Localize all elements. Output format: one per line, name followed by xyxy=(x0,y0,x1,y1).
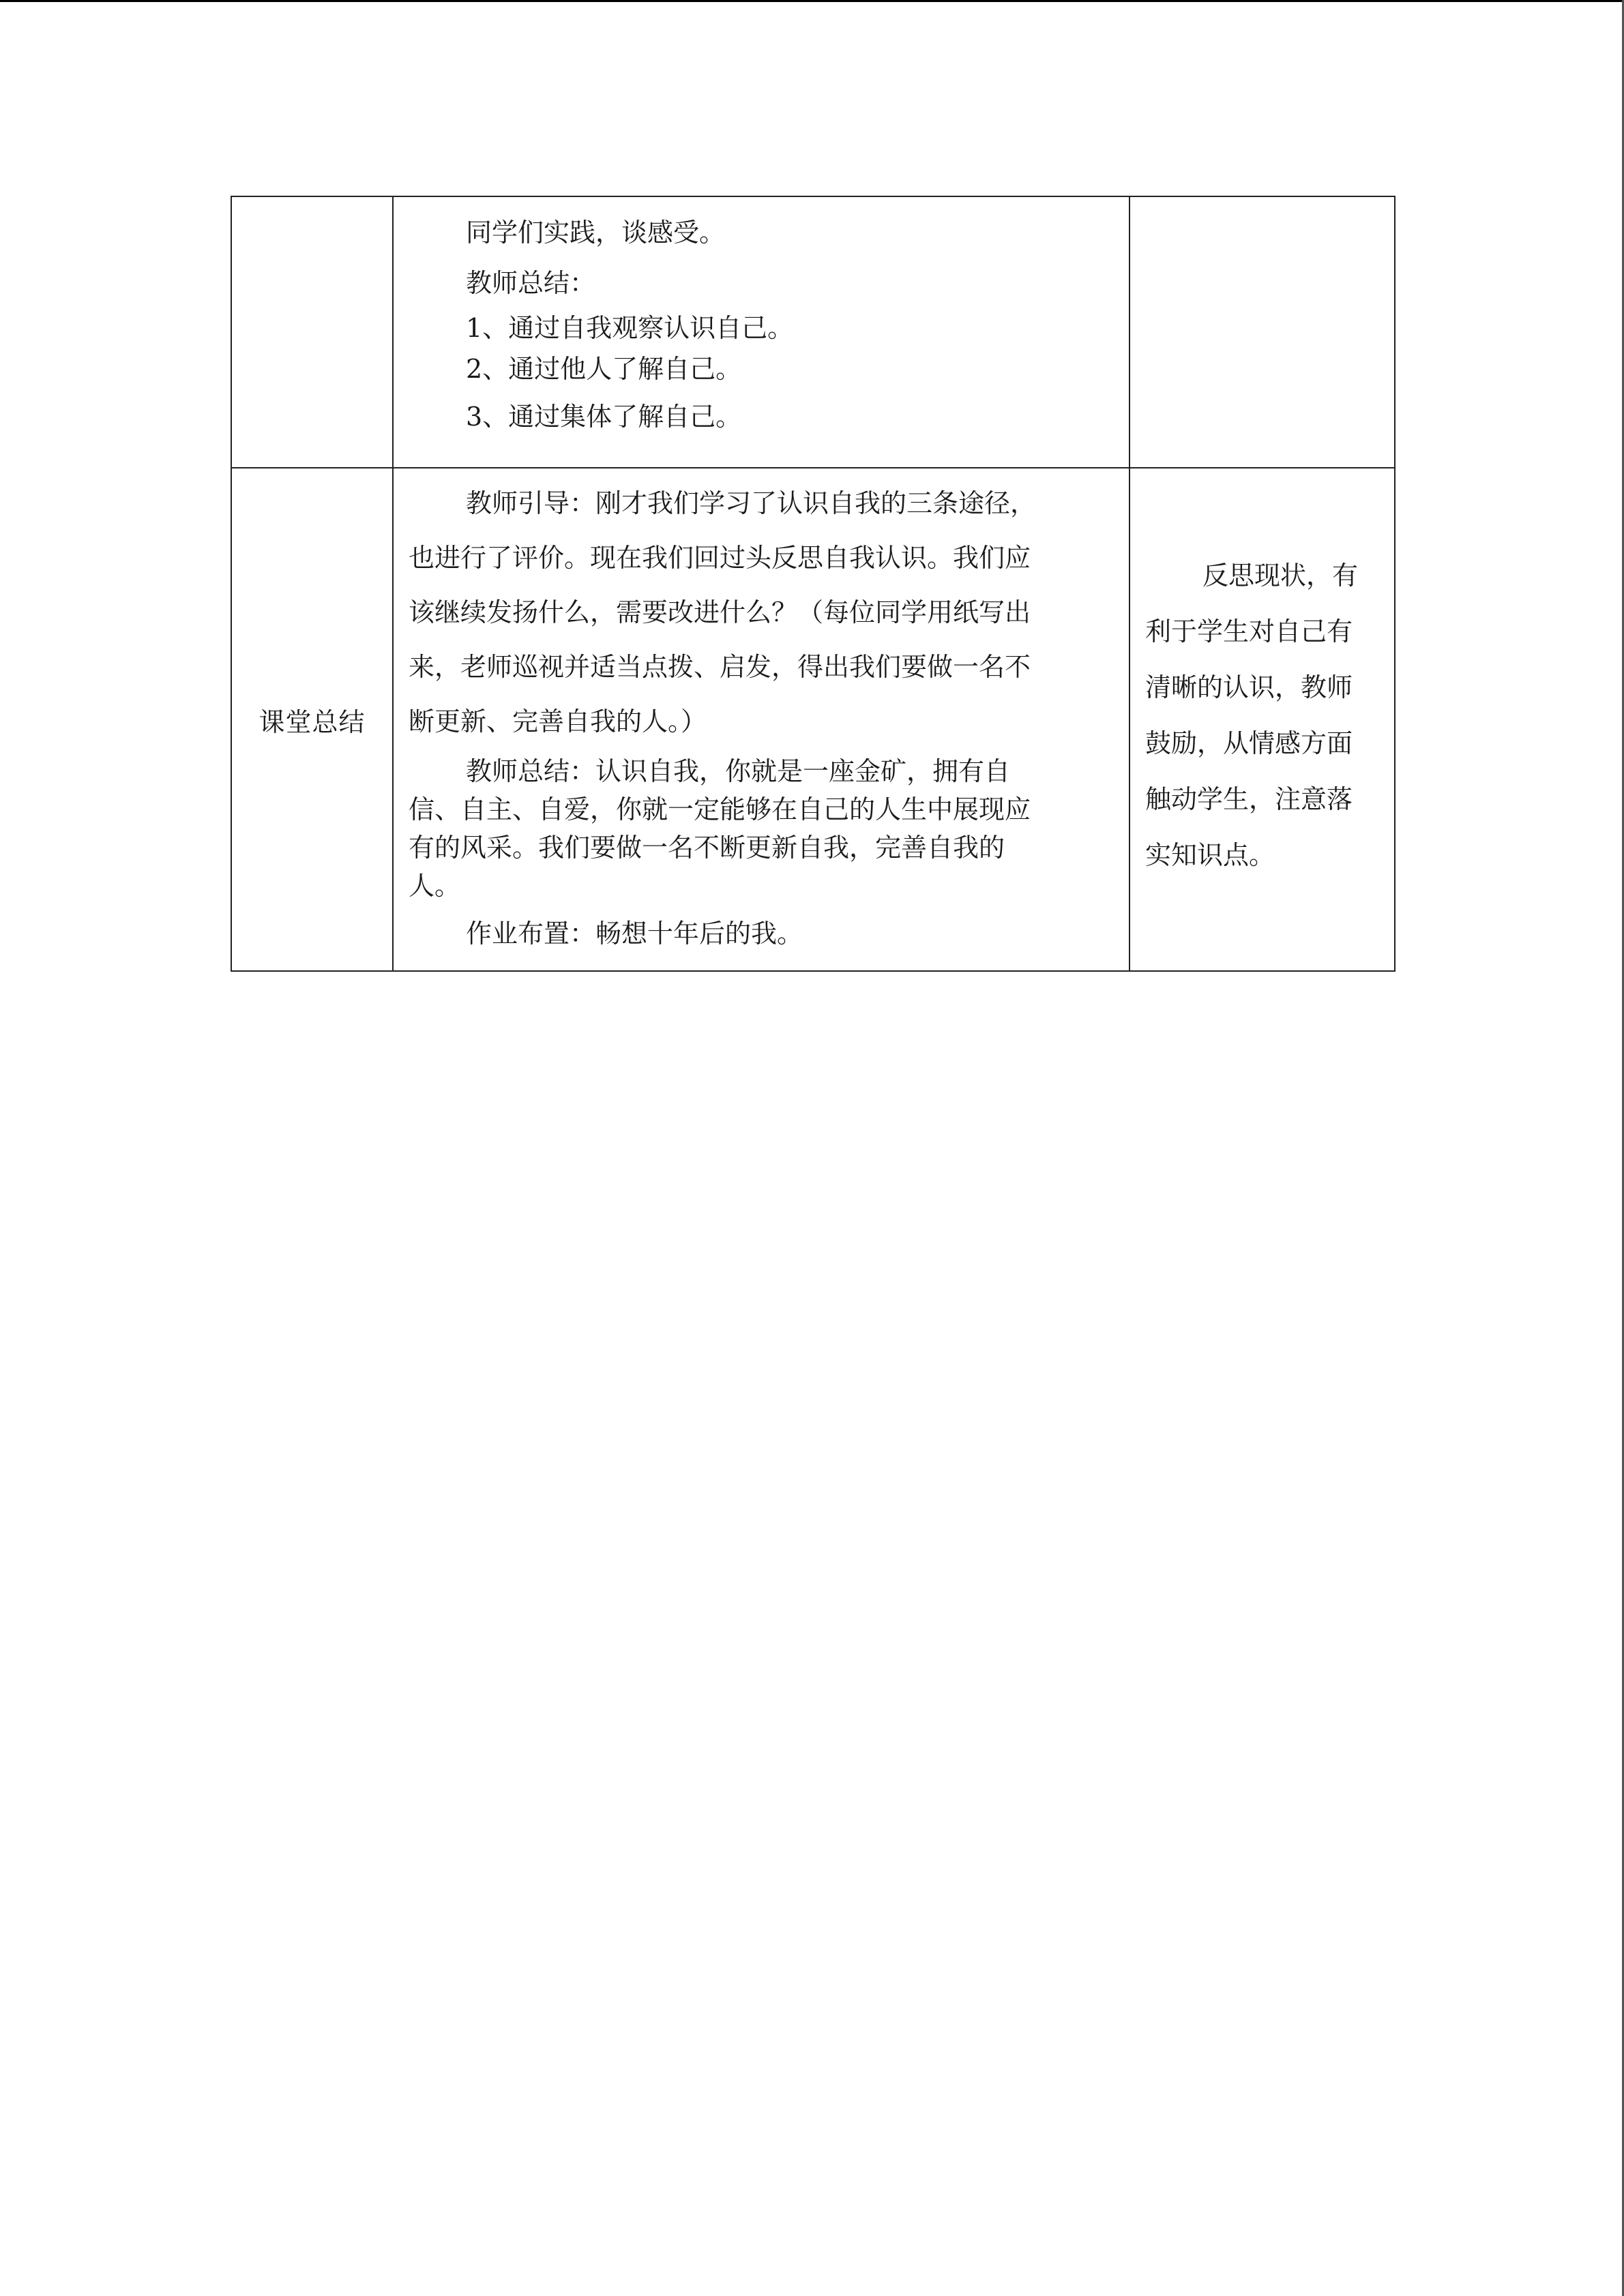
page-top-border xyxy=(0,0,1624,2)
content-line: 也进行了评价。现在我们回过头反思自我认识。我们应 xyxy=(409,543,1031,573)
row-label-cell-empty xyxy=(231,196,393,468)
content-line: 同学们实践，谈感受。 xyxy=(466,218,726,248)
content-line: 断更新、完善自我的人。） xyxy=(409,706,707,736)
design-note-line: 利于学生对自己有 xyxy=(1145,616,1353,646)
lesson-plan-table xyxy=(231,196,1396,972)
note-cell-summary xyxy=(1130,468,1395,971)
content-cell-practice xyxy=(393,196,1130,468)
table-row-practice xyxy=(231,196,1395,468)
table-row-summary xyxy=(231,468,1395,971)
content-line: 人。 xyxy=(409,871,461,901)
design-note-line: 触动学生，注意落 xyxy=(1145,784,1353,814)
content-line: 作业布置：畅想十年后的我。 xyxy=(466,919,803,949)
design-note-line: 清晰的认识，教师 xyxy=(1145,672,1353,702)
row-label-cell-summary xyxy=(231,468,393,971)
content-line: 2、通过他人了解自己。 xyxy=(466,354,742,384)
content-line: 来，老师巡视并适当点拨、启发，得出我们要做一名不 xyxy=(409,652,1031,682)
content-line: 该继续发扬什么，需要改进什么？（每位同学用纸写出 xyxy=(409,597,1031,627)
content-line: 3、通过集体了解自己。 xyxy=(466,402,742,432)
content-line: 教师总结： xyxy=(466,268,596,298)
content-line: 教师引导：刚才我们学习了认识自我的三条途径， xyxy=(466,488,1037,518)
design-note-line: 反思现状，有 xyxy=(1202,561,1359,591)
design-note-line: 鼓励，从情感方面 xyxy=(1145,728,1353,758)
content-line: 1、通过自我观察认识自己。 xyxy=(466,313,794,343)
content-line: 信、自主、自爱，你就一定能够在自己的人生中展现应 xyxy=(409,794,1031,824)
note-cell-empty xyxy=(1130,196,1395,468)
design-note-line: 实知识点。 xyxy=(1145,840,1275,870)
content-line: 有的风采。我们要做一名不断更新自我，完善自我的 xyxy=(409,833,1005,863)
content-line: 教师总结：认识自我，你就是一座金矿，拥有自 xyxy=(466,756,1011,786)
row-label: 课堂总结 xyxy=(259,706,366,737)
content-cell-summary xyxy=(393,468,1130,971)
